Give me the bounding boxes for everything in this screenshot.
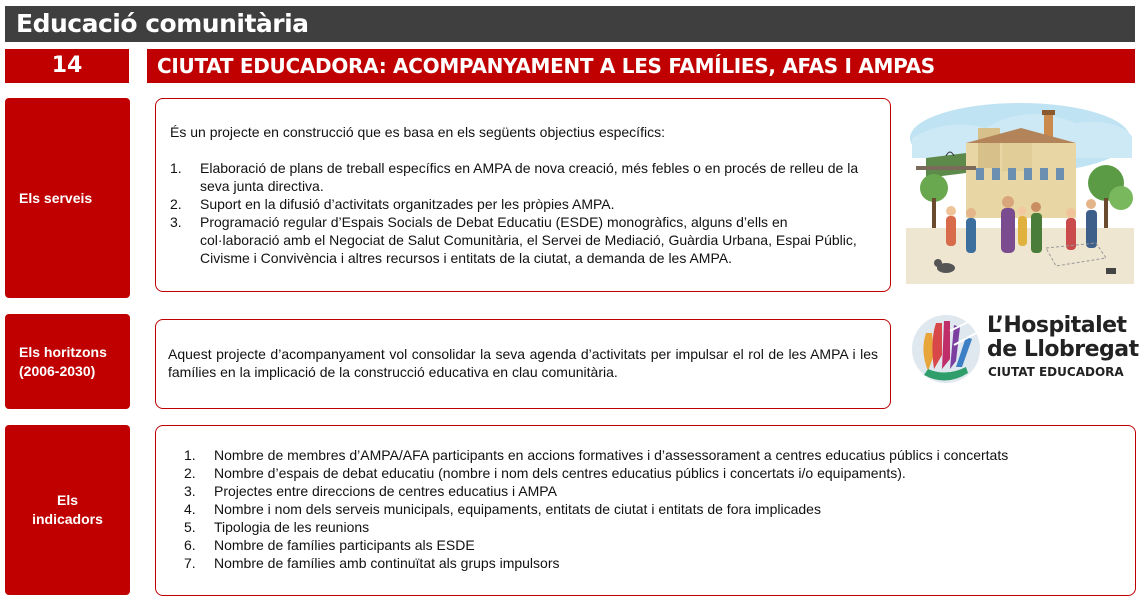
- label-els-horitzons: [5, 314, 130, 409]
- list-item-text: Nombre de famílies participants als ESDE: [214, 537, 475, 553]
- list-item: [184, 536, 1123, 554]
- list-item: [170, 213, 864, 267]
- list-item: [184, 464, 1123, 482]
- list-item-text: Tipologia de les reunions: [214, 519, 370, 535]
- label-els-serveis: [5, 98, 130, 298]
- list-item-text: Nombre d’espais de debat educatiu (nombre i nom dels centres educatius públics i concertats i/o equipaments).: [214, 465, 906, 481]
- page-header-bar: [5, 6, 1135, 42]
- city-illustration: [906, 98, 1134, 284]
- section-number: 14: [5, 49, 129, 83]
- logo-text-line1: L’Hospitalet: [987, 313, 1127, 338]
- list-item: [184, 482, 1123, 500]
- label-text: Els horitzons: [19, 343, 107, 360]
- list-item-number: 6.: [184, 537, 196, 553]
- indicadors-list: [184, 446, 1123, 572]
- list-item: [184, 500, 1123, 518]
- list-item-number: 7.: [184, 555, 196, 571]
- list-item: [170, 195, 864, 213]
- label-text: Els serveis: [19, 189, 93, 206]
- panel-serveis: [155, 98, 891, 292]
- list-item-number: 2.: [184, 465, 196, 481]
- label-text-2: indicadors: [32, 511, 103, 527]
- list-item: [170, 159, 864, 195]
- hand-logo-icon: [910, 311, 982, 387]
- serveis-intro: És un projecte en construcció que es basa en els següents objectius específics:: [170, 124, 665, 140]
- label-els-indicadors: [5, 425, 130, 595]
- logo-text-line3: CIUTAT EDUCADORA: [988, 365, 1124, 379]
- list-item-text: Suport en la difusió d’activitats organitzades per les pròpies AMPA.: [200, 196, 615, 212]
- list-item-number: 4.: [184, 501, 196, 517]
- list-item-text: Nombre i nom dels serveis municipals, equipaments, entitats de ciutat i entitats de fora implicades: [214, 501, 821, 517]
- list-item-text: Programació regular d’Espais Socials de Debat Educatiu (ESDE) monogràfics, alguns d’ells en col·laboració amb el Negociat de Salut Comunitària, el Servei de Mediació, Guàrdia Urbana, Espai Públic, Civisme i Convivència i altres recursos i entitats de la ciutat, a demanda de les AMPA.: [200, 214, 857, 266]
- list-item-text: Nombre de membres d’AMPA/AFA participants en accions formatives i d’assessorament a centres educatius públics i concertats: [214, 447, 1009, 463]
- logo-text-line2: de Llobregat: [987, 337, 1139, 362]
- label-text-years: (2006-2030): [19, 362, 96, 379]
- list-item-text: Nombre de famílies amb continuïtat als grups impulsors: [214, 555, 560, 571]
- hospitalet-logo: [910, 311, 1139, 387]
- horitzons-text: Aquest projecte d’acompanyament vol consolidar la seva agenda d’activitats per impulsar el rol de les AMPA i les famílies en la implicació de la construcció educativa en clau comunitària.: [168, 346, 878, 380]
- panel-horitzons: [155, 319, 891, 409]
- list-item: [184, 554, 1123, 572]
- list-item-text: Elaboració de plans de treball específics en AMPA de nova creació, més febles o en procés de relleu de la seva junta directiva.: [200, 160, 859, 194]
- list-item-number: 5.: [184, 519, 196, 535]
- list-item: [184, 446, 1123, 464]
- list-item: [184, 518, 1123, 536]
- panel-indicadors: [155, 425, 1136, 596]
- page-title: Educació comunitària: [16, 9, 309, 38]
- section-title: CIUTAT EDUCADORA: ACOMPANYAMENT A LES FAMÍLIES, AFAS I AMPAS: [147, 49, 1135, 83]
- list-item-number: 1.: [170, 160, 182, 176]
- list-item-number: 3.: [170, 214, 182, 230]
- label-text: Els: [56, 492, 78, 508]
- list-item-number: 3.: [184, 483, 196, 499]
- serveis-list: [170, 159, 864, 267]
- list-item-number: 1.: [184, 447, 196, 463]
- list-item-text: Projectes entre direccions de centres educatius i AMPA: [214, 483, 557, 499]
- list-item-number: 2.: [170, 196, 182, 212]
